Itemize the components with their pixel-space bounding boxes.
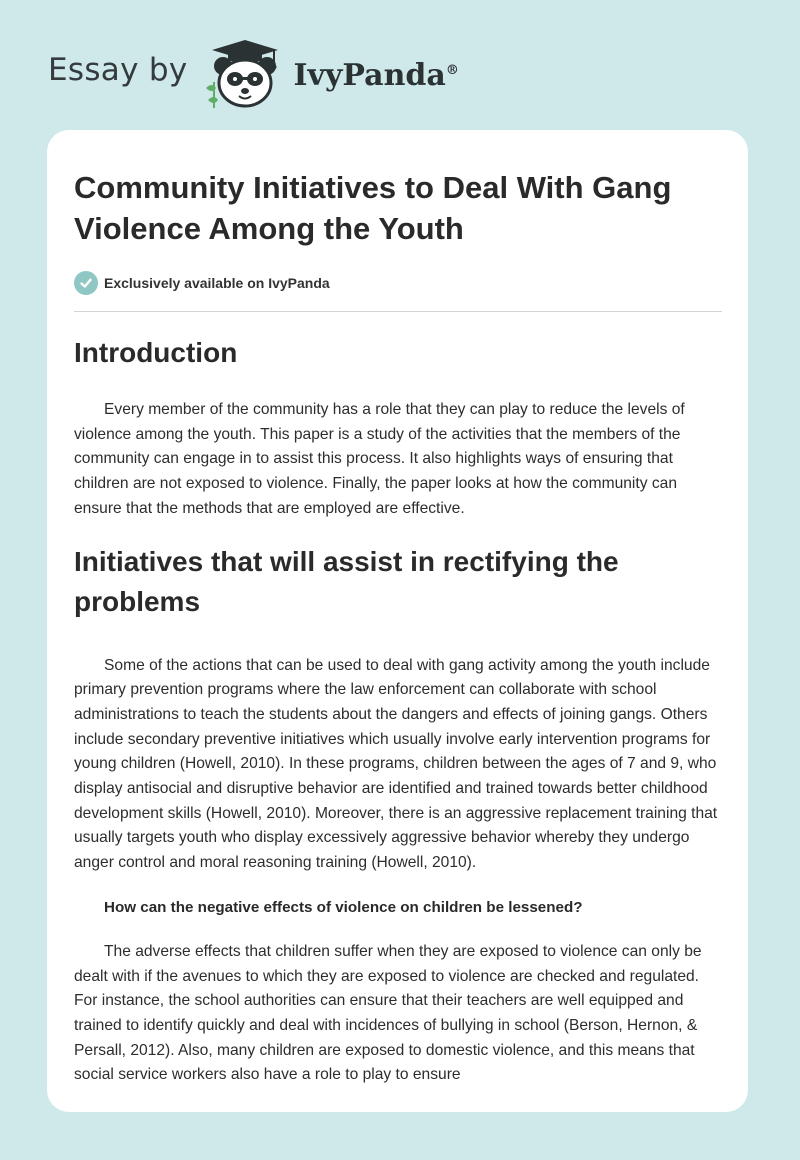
paragraph: The adverse effects that children suffer when they are exposed to violence can only be dealt with if the avenues to which they are exposed to violence are checked and regulated. For instance, the school authorities can ensure that their teachers are well equipped and trained to identify quickly and deal with incidences of bullying in school (Berson, Hernon, & Persall, 2012). Also, many children are exposed to domestic violence, and this means that social service workers also have a role to play to ensure: [74, 942, 702, 1084]
paragraph: Some of the actions that can be used to deal with gang activity among the youth include primary prevention programs where the law enforcement can collaborate with school administrations to teach the students about the dangers and effects of joining gangs. Others include secondary preventive initiatives which usually involve early intervention programs for young children (Howell, 2010). In these programs, children between the ages of 7 and 9, who display antisocial and disruptive behavior are identified and trained towards better childhood development skills (Howell, 2010). Moreover, there is an aggressive replacement training that usually targets youth who display excessively aggressive behavior whereby they undergo anger control and moral reasoning training (Howell, 2010).: [74, 656, 718, 872]
section-heading-initiatives: Initiatives that will assist in rectifying the problems: [74, 545, 619, 617]
article-title: Community Initiatives to Deal With Gang Violence Among the Youth: [74, 170, 672, 246]
subheading-question: How can the negative effects of violence on children be lessened?: [104, 898, 583, 916]
paragraph: Every member of the community has a role that they can play to reduce the levels of violence among the youth. This paper is a study of the activities that the members of the community can engage in to assist this process. It also highlights ways of ensuring that children are not exposed to violence. Finally, the paper looks at how the community can ensure that the methods that are employed are effective.: [74, 401, 685, 517]
article-content: [74, 130, 722, 1088]
section-heading-introduction: Introduction: [74, 337, 238, 368]
brand-prefix: Essay by: [48, 52, 188, 88]
article-card: [47, 130, 748, 1112]
divider: [74, 311, 722, 312]
brand-header: [48, 34, 459, 114]
badge-text: Exclusively available on IvyPanda: [104, 275, 330, 291]
check-icon: [74, 271, 98, 295]
brand-name: IvyPanda®: [293, 57, 459, 93]
panda-graduate-icon: [202, 38, 288, 110]
exclusive-badge: [74, 271, 722, 295]
